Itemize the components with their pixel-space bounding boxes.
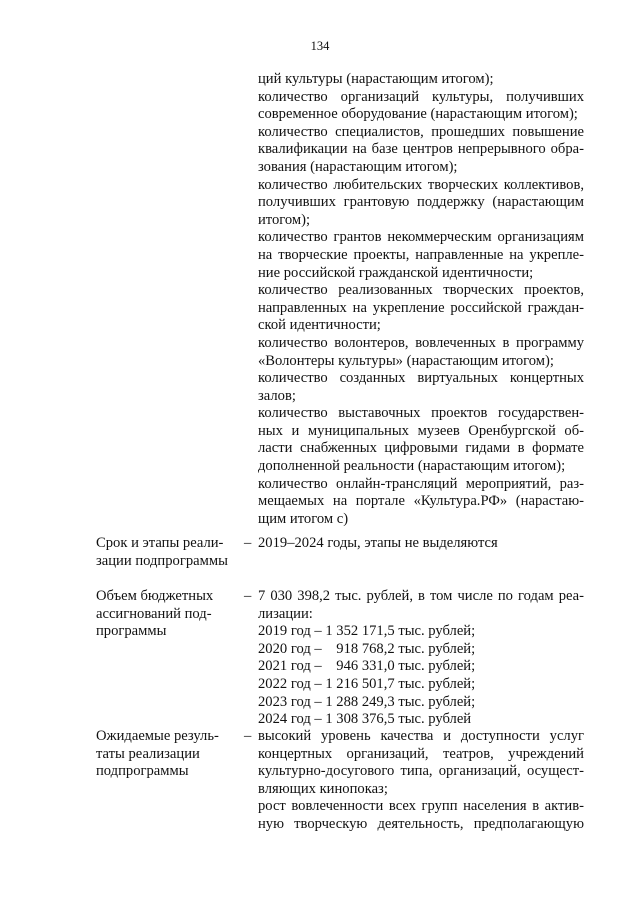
indicator-item [258, 282, 584, 335]
indicator-line: зования (нарастающим итогом); [258, 158, 458, 175]
result-item [258, 728, 584, 798]
term-value [258, 535, 584, 553]
indicator-line: количество любительских творческих коллективов, [258, 176, 584, 193]
indicator-line: ние российской гражданской идентичности; [258, 264, 534, 281]
indicator-line: дополненной реальности (нарастающим итогом); [258, 458, 566, 475]
term-dash: – [244, 535, 252, 551]
indicator-line: «Волонтеры культуры» (нарастающим итогом); [258, 352, 554, 369]
term-label [96, 535, 236, 570]
indicator-line: квалификации на базе центров непрерывного обра- [258, 141, 584, 158]
results-value [258, 728, 584, 834]
indicator-line: количество грантов некоммерческим организациям [258, 229, 584, 246]
indicator-item [258, 370, 584, 405]
indicator-line: количество организаций культуры, получивших [258, 88, 584, 105]
indicator-line: ласти снабженных цифровыми гидами в формате [258, 440, 584, 457]
result-line: вляющих кинопоказ; [258, 780, 388, 797]
indicator-line: итогом); [258, 211, 311, 228]
indicator-line: получивших грантовую поддержку (нарастающим [258, 194, 584, 211]
indicator-line: ций культуры (нарастающим итогом); [258, 71, 494, 87]
budget-total-line: 7 030 398,2 тыс. рублей, в том числе по годам реа- [258, 588, 584, 604]
budget-year-line: 2024 год – 1 308 376,5 тыс. рублей [258, 711, 472, 728]
result-line: ную творческую деятельность, предполагающую [258, 815, 584, 832]
results-label [96, 728, 236, 781]
budget-year-line: 2022 год – 1 216 501,7 тыс. рублей; [258, 675, 476, 692]
budget-year-line: 2023 год – 1 288 249,3 тыс. рублей; [258, 693, 476, 710]
budget-year-line: 2020 год – 918 768,2 тыс. рублей; [258, 640, 476, 657]
budget-value [258, 588, 584, 729]
row-label-line: Объем бюджетных [96, 588, 214, 604]
indicator-line: количество реализованных творческих проектов, [258, 282, 584, 299]
budget-label [96, 588, 236, 641]
indicator-item [258, 177, 584, 230]
indicator-line: залов; [258, 387, 296, 404]
indicators-list [258, 71, 584, 528]
budget-total-line: лизации: [258, 605, 313, 622]
indicator-line: количество волонтеров, вовлеченных в программу [258, 334, 584, 351]
indicator-line: щим итогом с) [258, 510, 349, 527]
indicator-line: направленных на укрепление российской граждан- [258, 299, 584, 316]
row-label-line: программы [96, 623, 167, 640]
indicator-item [258, 335, 584, 370]
result-line: высокий уровень качества и доступности услуг [258, 728, 584, 744]
budget-year-line: 2019 год – 1 352 171,5 тыс. рублей; [258, 623, 476, 640]
row-label-line: Ожидаемые резуль- [96, 728, 219, 744]
result-item [258, 798, 584, 833]
budget-year-line: 2021 год – 946 331,0 тыс. рублей; [258, 658, 476, 675]
row-label-line: Срок и этапы реали- [96, 535, 224, 551]
indicator-line: ных и муниципальных музеев Оренбургской об- [258, 422, 584, 439]
row-label-line: ассигнований под- [96, 605, 212, 622]
indicator-line: на творческие проекты, направленные на укрепле- [258, 246, 584, 263]
indicator-item [258, 476, 584, 529]
results-dash: – [244, 728, 252, 744]
indicator-line: мещаемых на портале «Культура.РФ» (нарастаю- [258, 493, 584, 510]
row-label-line: подпрограммы [96, 763, 189, 780]
indicator-item [258, 405, 584, 475]
result-line: культурно-досугового типа, организаций, осущест- [258, 763, 584, 780]
indicator-item [258, 229, 584, 282]
indicator-line: количество специалистов, прошедших повышение [258, 123, 584, 140]
indicator-line: количество онлайн-трансляций мероприятий, раз- [258, 475, 584, 492]
page-number: 134 [310, 39, 330, 53]
row-label-line: зации подпрограммы [96, 552, 228, 569]
indicator-line: количество созданных виртуальных концертных [258, 370, 584, 387]
indicator-item [258, 71, 584, 89]
indicator-line: ской идентичности; [258, 317, 381, 334]
row-label-line: таты реализации [96, 745, 200, 762]
result-line: концертных организаций, театров, учреждений [258, 745, 584, 762]
indicator-line: современное оборудование (нарастающим итогом); [258, 106, 578, 123]
indicator-item [258, 124, 584, 177]
indicator-item [258, 89, 584, 124]
term-value-line: 2019–2024 годы, этапы не выделяются [258, 535, 498, 551]
budget-dash: – [244, 588, 252, 604]
result-line: рост вовлеченности всех групп населения в актив- [258, 798, 584, 815]
indicator-line: количество выставочных проектов государствен- [258, 405, 584, 422]
